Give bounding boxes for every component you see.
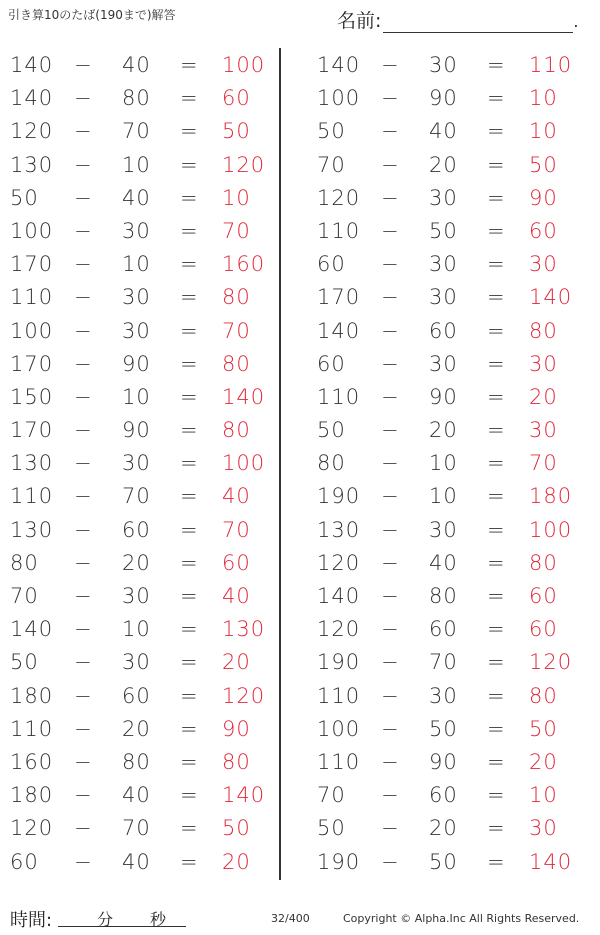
equals-sign: = — [487, 716, 506, 741]
minuend: 190 — [317, 650, 361, 675]
copyright-text: Copyright © Alpha.Inc All Rights Reserved. — [343, 912, 580, 925]
minus-sign: − — [381, 285, 400, 310]
minuend: 180 — [10, 683, 54, 708]
minuend: 110 — [317, 384, 361, 409]
answer: 70 — [529, 451, 558, 476]
equals-sign: = — [180, 550, 199, 575]
minuend: 60 — [317, 252, 346, 277]
minus-sign: − — [74, 152, 93, 177]
answer: 70 — [222, 218, 251, 243]
equals-sign: = — [487, 318, 506, 343]
name-label: 名前: — [337, 10, 382, 32]
minus-sign: − — [381, 119, 400, 144]
answer: 80 — [529, 683, 558, 708]
subtrahend: 70 — [429, 650, 458, 675]
subtrahend: 90 — [429, 749, 458, 774]
answer: 10 — [222, 185, 251, 210]
column-divider — [279, 48, 281, 880]
minuend: 110 — [317, 683, 361, 708]
equals-sign: = — [180, 783, 199, 808]
answer: 120 — [222, 683, 266, 708]
minuend: 100 — [10, 318, 54, 343]
subtrahend: 40 — [122, 53, 151, 77]
minuend: 70 — [317, 152, 346, 177]
answer: 130 — [222, 617, 266, 642]
subtrahend: 60 — [122, 517, 151, 542]
subtrahend: 30 — [429, 285, 458, 310]
minuend: 140 — [317, 584, 361, 608]
answer: 30 — [529, 252, 558, 277]
equals-sign: = — [180, 849, 199, 874]
minuend: 140 — [10, 617, 54, 642]
minuend: 130 — [10, 152, 54, 177]
minuend: 140 — [317, 318, 361, 343]
minus-sign: − — [74, 119, 93, 144]
equals-sign: = — [487, 53, 506, 77]
minus-sign: − — [381, 384, 400, 409]
answer: 140 — [529, 849, 573, 874]
subtrahend: 30 — [429, 517, 458, 542]
minus-sign: − — [74, 252, 93, 277]
minuend: 140 — [317, 53, 361, 77]
worksheet-title: 引き算10のたば(190まで)解答 — [8, 8, 176, 22]
subtrahend: 90 — [122, 418, 151, 443]
minuend: 150 — [10, 384, 54, 409]
equals-sign: = — [487, 86, 506, 111]
equals-sign: = — [180, 152, 199, 177]
answer: 20 — [222, 849, 251, 874]
subtrahend: 20 — [429, 152, 458, 177]
answer: 80 — [529, 550, 558, 575]
equals-sign: = — [180, 418, 199, 443]
equals-sign: = — [487, 451, 506, 476]
minuend: 50 — [10, 650, 39, 675]
subtrahend: 70 — [122, 119, 151, 144]
subtrahend: 10 — [429, 451, 458, 476]
subtrahend: 40 — [122, 783, 151, 808]
subtrahend: 30 — [122, 218, 151, 243]
equals-sign: = — [487, 285, 506, 310]
equals-sign: = — [487, 152, 506, 177]
minuend: 110 — [10, 285, 54, 310]
subtrahend: 10 — [429, 484, 458, 509]
minus-sign: − — [381, 351, 400, 376]
equals-sign: = — [180, 617, 199, 642]
minus-sign: − — [74, 617, 93, 642]
subtrahend: 80 — [122, 86, 151, 111]
answer: 30 — [529, 816, 558, 841]
minus-sign: − — [381, 849, 400, 874]
answer: 60 — [529, 218, 558, 243]
answer: 80 — [222, 285, 251, 310]
equals-sign: = — [180, 384, 199, 409]
equals-sign: = — [487, 550, 506, 575]
answer: 140 — [222, 384, 266, 409]
minus-sign: − — [74, 185, 93, 210]
answer: 90 — [222, 716, 251, 741]
answer: 40 — [222, 584, 251, 608]
subtrahend: 20 — [429, 816, 458, 841]
minuend: 50 — [10, 185, 39, 210]
minuend: 100 — [317, 716, 361, 741]
subtrahend: 30 — [429, 185, 458, 210]
equals-sign: = — [487, 119, 506, 144]
minuend: 120 — [317, 185, 361, 210]
minus-sign: − — [381, 185, 400, 210]
minuend: 50 — [317, 418, 346, 443]
equals-sign: = — [180, 318, 199, 343]
answer: 60 — [529, 584, 558, 608]
answer: 30 — [529, 418, 558, 443]
minus-sign: − — [74, 53, 93, 77]
minus-sign: − — [381, 617, 400, 642]
answer: 50 — [529, 152, 558, 177]
subtrahend: 30 — [122, 285, 151, 310]
equals-sign: = — [180, 451, 199, 476]
answer: 10 — [529, 783, 558, 808]
minuend: 130 — [10, 451, 54, 476]
minuend: 110 — [317, 218, 361, 243]
subtrahend: 60 — [122, 683, 151, 708]
answer: 80 — [222, 418, 251, 443]
answer: 60 — [529, 617, 558, 642]
name-end-dot: . — [573, 12, 579, 31]
subtrahend: 30 — [429, 252, 458, 277]
subtrahend: 50 — [429, 849, 458, 874]
time-label: 時間: — [10, 910, 53, 931]
minuend: 140 — [10, 86, 54, 111]
minus-sign: − — [74, 816, 93, 841]
answer: 120 — [529, 650, 573, 675]
answer: 10 — [529, 86, 558, 111]
answer: 50 — [222, 816, 251, 841]
equals-sign: = — [487, 418, 506, 443]
equals-sign: = — [487, 849, 506, 874]
answer: 80 — [529, 318, 558, 343]
minus-sign: − — [381, 783, 400, 808]
equals-sign: = — [487, 617, 506, 642]
minuend: 70 — [317, 783, 346, 808]
equals-sign: = — [487, 351, 506, 376]
minus-sign: − — [381, 318, 400, 343]
minuend: 170 — [10, 351, 54, 376]
minus-sign: − — [74, 384, 93, 409]
minuend: 120 — [10, 816, 54, 841]
minuend: 130 — [317, 517, 361, 542]
subtrahend: 40 — [429, 550, 458, 575]
minus-sign: − — [381, 550, 400, 575]
subtrahend: 60 — [429, 783, 458, 808]
minus-sign: − — [74, 285, 93, 310]
subtrahend: 10 — [122, 384, 151, 409]
subtrahend: 70 — [122, 816, 151, 841]
minus-sign: − — [74, 484, 93, 509]
minuend: 100 — [10, 218, 54, 243]
minuend: 110 — [10, 716, 54, 741]
minus-sign: − — [74, 418, 93, 443]
answer: 100 — [529, 517, 573, 542]
equals-sign: = — [180, 484, 199, 509]
minus-sign: − — [381, 418, 400, 443]
equals-sign: = — [487, 185, 506, 210]
minus-sign: − — [381, 484, 400, 509]
subtrahend: 30 — [122, 584, 151, 608]
minus-sign: − — [381, 218, 400, 243]
name-field — [337, 6, 579, 33]
minus-sign: − — [381, 152, 400, 177]
minus-sign: − — [381, 252, 400, 277]
minuend: 110 — [317, 749, 361, 774]
answer: 20 — [222, 650, 251, 675]
time-blank-line[interactable] — [58, 926, 186, 927]
answer: 30 — [529, 351, 558, 376]
minuend: 100 — [317, 86, 361, 111]
answer: 180 — [529, 484, 573, 509]
minus-sign: − — [381, 53, 400, 77]
equals-sign: = — [487, 218, 506, 243]
subtrahend: 30 — [122, 318, 151, 343]
minuend: 80 — [10, 550, 39, 575]
equals-sign: = — [180, 683, 199, 708]
equals-sign: = — [180, 716, 199, 741]
minuend: 70 — [10, 584, 39, 608]
minuend: 180 — [10, 783, 54, 808]
subtrahend: 80 — [122, 749, 151, 774]
answer: 60 — [222, 550, 251, 575]
equals-sign: = — [487, 484, 506, 509]
minus-sign: − — [74, 218, 93, 243]
minuend: 160 — [10, 749, 54, 774]
minuend: 190 — [317, 484, 361, 509]
minus-sign: − — [74, 716, 93, 741]
equals-sign: = — [487, 517, 506, 542]
equals-sign: = — [180, 185, 199, 210]
minutes-label: 分 — [97, 910, 114, 929]
subtrahend: 20 — [122, 716, 151, 741]
minuend: 140 — [10, 53, 54, 77]
name-blank-line[interactable] — [383, 14, 573, 33]
answer: 90 — [529, 185, 558, 210]
subtrahend: 20 — [122, 550, 151, 575]
minus-sign: − — [381, 683, 400, 708]
equals-sign: = — [487, 584, 506, 608]
minus-sign: − — [74, 517, 93, 542]
equals-sign: = — [180, 252, 199, 277]
subtrahend: 50 — [429, 218, 458, 243]
subtrahend: 40 — [429, 119, 458, 144]
subtrahend: 10 — [122, 617, 151, 642]
minus-sign: − — [74, 849, 93, 874]
answer: 80 — [222, 351, 251, 376]
minus-sign: − — [74, 783, 93, 808]
answer: 20 — [529, 384, 558, 409]
minus-sign: − — [74, 650, 93, 675]
answer: 80 — [222, 749, 251, 774]
equals-sign: = — [487, 783, 506, 808]
minuend: 170 — [10, 418, 54, 443]
subtrahend: 30 — [429, 351, 458, 376]
minus-sign: − — [74, 86, 93, 111]
minuend: 50 — [317, 119, 346, 144]
minus-sign: − — [381, 816, 400, 841]
equals-sign: = — [487, 683, 506, 708]
equals-sign: = — [180, 749, 199, 774]
answer: 50 — [529, 716, 558, 741]
minuend: 170 — [10, 252, 54, 277]
answer: 140 — [222, 783, 266, 808]
equals-sign: = — [180, 285, 199, 310]
equals-sign: = — [487, 650, 506, 675]
minuend: 110 — [10, 484, 54, 509]
minuend: 80 — [317, 451, 346, 476]
minuend: 120 — [10, 119, 54, 144]
equals-sign: = — [487, 252, 506, 277]
subtrahend: 60 — [429, 318, 458, 343]
answer: 140 — [529, 285, 573, 310]
answer: 70 — [222, 318, 251, 343]
page-number: 32/400 — [271, 912, 310, 925]
subtrahend: 90 — [429, 384, 458, 409]
answer: 50 — [222, 119, 251, 144]
equals-sign: = — [487, 816, 506, 841]
minuend: 60 — [317, 351, 346, 376]
minus-sign: − — [74, 749, 93, 774]
subtrahend: 10 — [122, 252, 151, 277]
answer: 120 — [222, 152, 266, 177]
subtrahend: 60 — [429, 617, 458, 642]
answer: 10 — [529, 119, 558, 144]
equals-sign: = — [180, 351, 199, 376]
subtrahend: 90 — [429, 86, 458, 111]
minus-sign: − — [381, 650, 400, 675]
minuend: 120 — [317, 550, 361, 575]
equals-sign: = — [180, 584, 199, 608]
subtrahend: 30 — [429, 53, 458, 77]
seconds-label: 秒 — [150, 910, 167, 929]
minuend: 170 — [317, 285, 361, 310]
answer: 100 — [222, 53, 266, 77]
equals-sign: = — [487, 749, 506, 774]
answer: 110 — [529, 53, 573, 77]
minuend: 190 — [317, 849, 361, 874]
equals-sign: = — [180, 650, 199, 675]
equals-sign: = — [180, 218, 199, 243]
minus-sign: − — [74, 584, 93, 608]
minuend: 50 — [317, 816, 346, 841]
minus-sign: − — [74, 351, 93, 376]
minuend: 120 — [317, 617, 361, 642]
equals-sign: = — [180, 119, 199, 144]
minus-sign: − — [74, 683, 93, 708]
subtrahend: 80 — [429, 584, 458, 608]
minus-sign: − — [381, 517, 400, 542]
answer: 160 — [222, 252, 266, 277]
minus-sign: − — [381, 749, 400, 774]
subtrahend: 70 — [122, 484, 151, 509]
minus-sign: − — [381, 86, 400, 111]
answer: 100 — [222, 451, 266, 476]
minus-sign: − — [381, 716, 400, 741]
equals-sign: = — [180, 816, 199, 841]
subtrahend: 50 — [429, 716, 458, 741]
subtrahend: 20 — [429, 418, 458, 443]
minus-sign: − — [74, 451, 93, 476]
subtrahend: 40 — [122, 849, 151, 874]
subtrahend: 30 — [122, 650, 151, 675]
minus-sign: − — [381, 584, 400, 608]
minuend: 60 — [10, 849, 39, 874]
equals-sign: = — [180, 86, 199, 111]
answer: 70 — [222, 517, 251, 542]
minuend: 130 — [10, 517, 54, 542]
subtrahend: 10 — [122, 152, 151, 177]
minus-sign: − — [381, 451, 400, 476]
answer: 40 — [222, 484, 251, 509]
equals-sign: = — [180, 517, 199, 542]
answer: 60 — [222, 86, 251, 111]
subtrahend: 30 — [122, 451, 151, 476]
subtrahend: 90 — [122, 351, 151, 376]
equals-sign: = — [180, 53, 199, 77]
equals-sign: = — [487, 384, 506, 409]
minus-sign: − — [74, 318, 93, 343]
subtrahend: 40 — [122, 185, 151, 210]
answer: 20 — [529, 749, 558, 774]
minus-sign: − — [74, 550, 93, 575]
subtrahend: 30 — [429, 683, 458, 708]
